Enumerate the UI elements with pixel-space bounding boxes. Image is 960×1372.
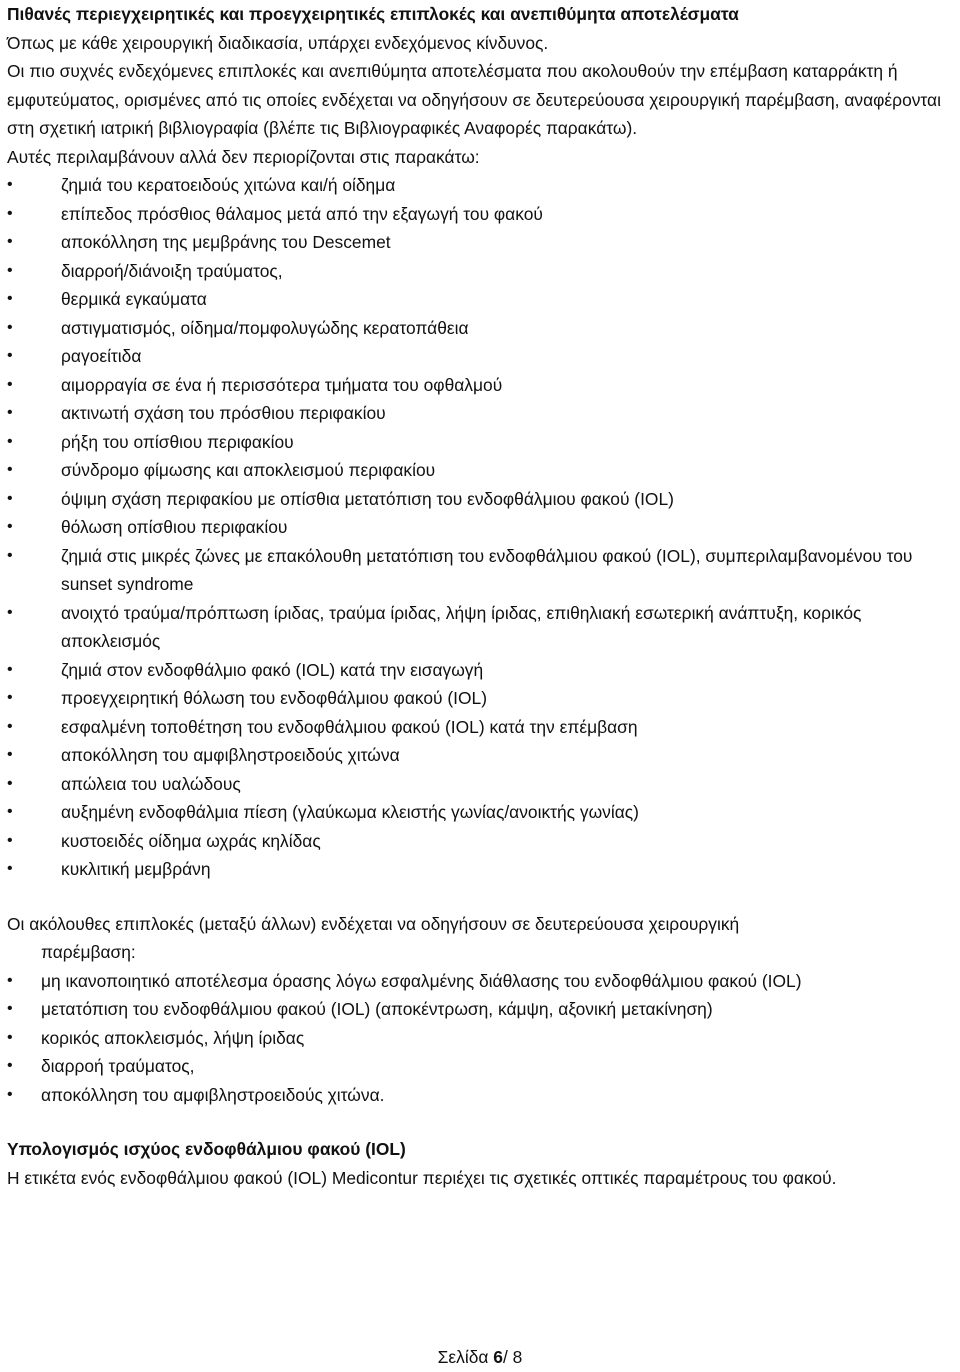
secondary-intervention-intro-cont: παρέμβαση: [41,942,136,962]
bullet-icon: • [7,1028,13,1046]
page-footer [0,1343,960,1372]
bullet-icon: • [7,831,13,849]
document-page [7,0,957,1192]
bullet-icon: • [7,233,13,250]
bullet-icon: • [7,774,13,792]
bullet-icon: • [7,546,13,564]
bullet-icon: • [7,603,13,621]
bullet-icon: • [7,660,13,678]
list-item: • κορικός αποκλεισμός, λήψη ίριδας [7,1024,957,1053]
intro-line: Όπως με κάθε χειρουργική διαδικασία, υπάρχει ενδεχόμενος κίνδυνος. [7,32,549,53]
secondary-intervention-intro: Οι ακόλουθες επιπλοκές (μεταξύ άλλων) ενδέχεται να οδηγήσουν σε δευτερεύουσα χειρουργική [7,913,740,934]
bullet-icon: • [7,261,13,279]
bullet-icon: • [7,404,13,421]
bullet-icon: • [7,518,13,535]
bullet-icon: • [7,717,13,735]
list-item: • ραγοείτιδα [7,342,957,371]
list-item: • σύνδρομο φίμωσης και αποκλεισμού περιφακίου [7,456,957,485]
list-item: • ζημιά στον ενδοφθάλμιο φακό (IOL) κατά την εισαγωγή [7,656,957,685]
bullet-icon: • [7,347,13,364]
list-item: • όψιμη σχάση περιφακίου με οπίσθια μετατόπιση του ενδοφθάλμιου φακού (IOL) [7,485,957,514]
list-item: • ανοιχτό τραύμα/πρόπτωση ίριδας, τραύμα ίριδας, λήψη ίριδας, επιθηλιακή εσωτερική ανάπτυξη, κορικός αποκλεισμός [7,599,957,656]
list-item: • κυστοειδές οίδημα ωχράς κηλίδας [7,827,957,856]
bullet-icon: • [7,318,13,336]
list-item: • κυκλιτική μεμβράνη [7,855,957,884]
list-item: • ζημιά του κερατοειδούς χιτώνα και/ή οίδημα [7,171,957,200]
list-item: • αυξημένη ενδοφθάλμια πίεση (γλαύκωμα κλειστής γωνίας/ανοικτής γωνίας) [7,798,957,827]
spacer [7,884,957,910]
list-item: • μετατόπιση του ενδοφθάλμιου φακού (IOL) (αποκέντρωση, κάμψη, αξονική μετακίνηση) [7,995,957,1024]
spacer [7,1109,957,1135]
list-item: • αποκόλληση της μεμβράνης του Descemet [7,228,957,257]
section-heading-iol-power: Υπολογισμός ισχύος ενδοφθάλμιου φακού (IOL) [7,1139,406,1159]
bullet-icon: • [7,1000,13,1017]
bullet-icon: • [7,432,13,450]
list-item: • αστιγματισμός, οίδημα/πομφολυγώδης κερατοπάθεια [7,314,957,343]
bullet-icon: • [7,860,13,877]
list-item: • θερμικά εγκαύματα [7,285,957,314]
bullet-icon: • [7,204,13,222]
list-item: • προεγχειρητική θόλωση του ενδοφθάλμιου φακού (IOL) [7,684,957,713]
list-item: • αποκόλληση του αμφιβληστροειδούς χιτώνα. [7,1081,957,1110]
page-separator: / [502,1347,508,1367]
list-item: • διαρροή τραύματος, [7,1052,957,1081]
bullet-icon: • [7,290,13,307]
page-label: Σελίδα [437,1347,489,1367]
list-item: • αποκόλληση του αμφιβληστροειδούς χιτώνα [7,741,957,770]
complications-list [7,171,957,884]
iol-paragraph: Η ετικέτα ενός ενδοφθάλμιου φακού (IOL) Medicontur περιέχει τις σχετικές οπτικές παραμέτρους του φακού. [7,1167,837,1188]
list-item: • επίπεδος πρόσθιος θάλαμος μετά από την εξαγωγή του φακού [7,200,957,229]
list-item: • ακτινωτή σχάση του πρόσθιου περιφακίου [7,399,957,428]
list-item: • διαρροή/διάνοιξη τραύματος, [7,257,957,286]
list-item: • αιμορραγία σε ένα ή περισσότερα τμήματα του οφθαλμού [7,371,957,400]
bullet-icon: • [7,971,13,989]
list-item: • μη ικανοποιητικό αποτέλεσμα όρασης λόγω εσφαλμένης διάθλασης του ενδοφθάλμιου φακού (IOL) [7,967,957,996]
secondary-intervention-list [7,967,957,1110]
bullet-icon: • [7,803,13,820]
bullet-icon: • [7,689,13,706]
list-item: • ζημιά στις μικρές ζώνες με επακόλουθη μετατόπιση του ενδοφθάλμιου φακού (IOL), συμπεριλαμβανομένου του sunset syndrome [7,542,957,599]
bullet-icon: • [7,176,13,193]
bullet-icon: • [7,461,13,478]
bullet-icon: • [7,375,13,393]
page-current: 6 [493,1347,503,1367]
bullet-icon: • [7,1057,13,1074]
list-item: • εσφαλμένη τοποθέτηση του ενδοφθάλμιου φακού (IOL) κατά την επέμβαση [7,713,957,742]
bullet-icon: • [7,746,13,763]
bullet-icon: • [7,1085,13,1103]
list-item: • απώλεια του υαλώδους [7,770,957,799]
list-item: • θόλωση οπίσθιου περιφακίου [7,513,957,542]
bullet-icon: • [7,489,13,507]
list-item: • ρήξη του οπίσθιου περιφακίου [7,428,957,457]
page-total: 8 [512,1347,523,1367]
list-intro: Αυτές περιλαμβάνουν αλλά δεν περιορίζονται στις παρακάτω: [7,146,480,167]
intro-paragraph: Οι πιο συχνές ενδεχόμενες επιπλοκές και ανεπιθύμητα αποτελέσματα που ακολουθούν την επέμβαση καταρράκτη ή εμφυτεύματος, ορισμένες από τις οποίες ενδέχεται να οδηγήσουν σε δευτερεύουσα χειρουργική παρέμβαση, αναφέρονται στη σχετική ιατρική βιβλιογραφία (βλέπε τις Βιβλιογραφικές Αναφορές παρακάτω). [7,61,941,138]
section-heading-complications: Πιθανές περιεγχειρητικές και προεγχειρητικές επιπλοκές και ανεπιθύμητα αποτελέσματα [7,4,739,24]
